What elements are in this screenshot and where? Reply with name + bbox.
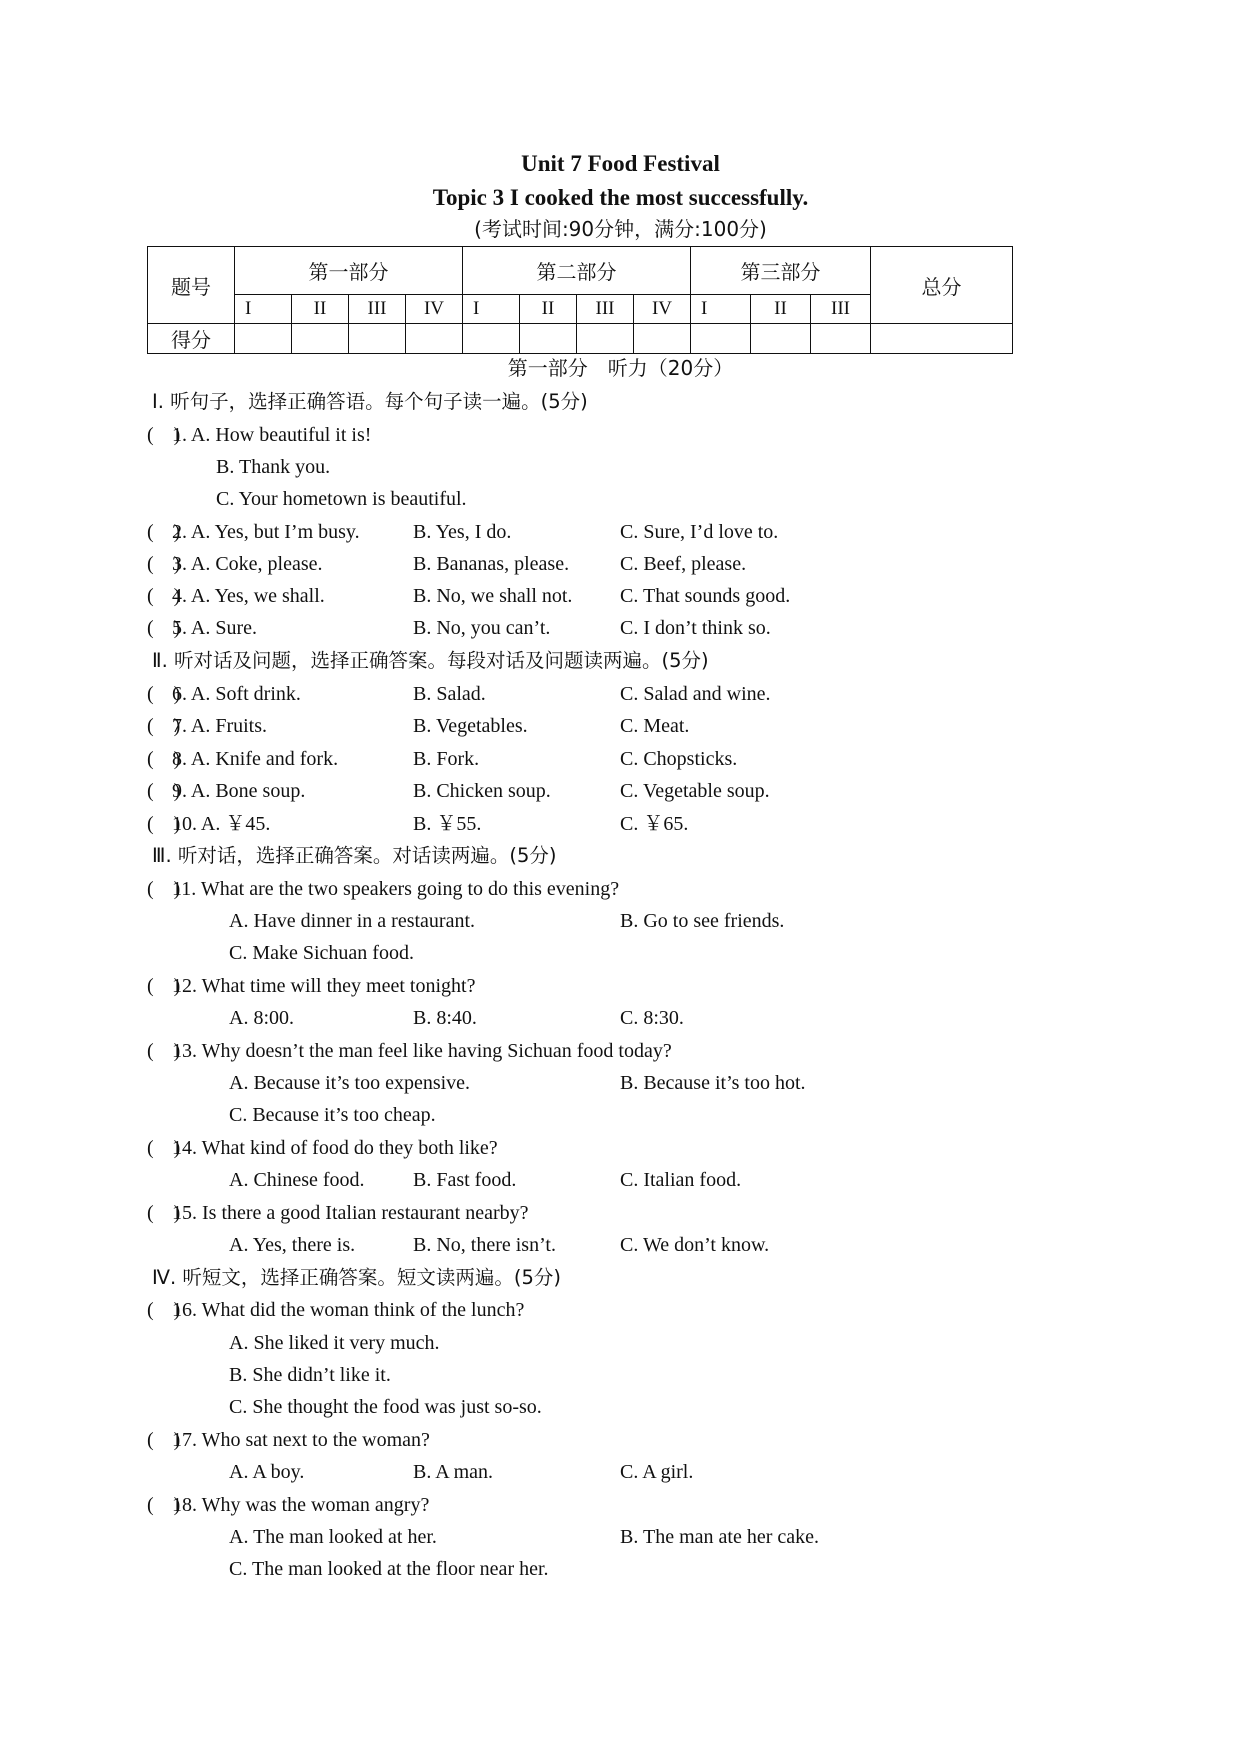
- option-c: C. Salad and wine.: [620, 683, 771, 705]
- answer-blank[interactable]: ( ): [147, 617, 181, 639]
- sub-header: II: [292, 295, 349, 324]
- section-3-heading: Ⅲ. 听对话，选择正确答案。对话读两遍。(5分): [152, 844, 557, 867]
- option-b: B. Go to see friends.: [620, 910, 785, 932]
- exam-info: (考试时间:90分钟，满分:100分): [474, 217, 767, 241]
- score-cell[interactable]: [463, 324, 520, 354]
- sub-header: II: [520, 295, 577, 324]
- part1-header: 第一部分: [235, 247, 463, 295]
- answer-blank[interactable]: ( ): [147, 683, 181, 705]
- sub-header: III: [811, 295, 871, 324]
- sub-header: I: [691, 295, 751, 324]
- answer-blank[interactable]: ( ): [147, 878, 181, 900]
- question-15: 15. Is there a good Italian restaurant nearby?: [172, 1202, 529, 1224]
- answer-blank[interactable]: ( ): [147, 813, 181, 835]
- option-a: A. Because it’s too expensive.: [229, 1072, 471, 1094]
- question-17: 17. Who sat next to the woman?: [172, 1429, 430, 1451]
- option-b: B. Vegetables.: [413, 715, 528, 737]
- question-7: 7. A. Fruits.: [172, 715, 268, 737]
- answer-blank[interactable]: ( ): [147, 780, 181, 802]
- answer-blank[interactable]: ( ): [147, 715, 181, 737]
- option-b: B. 8:40.: [413, 1007, 477, 1029]
- question-2: 2. A. Yes, but I’m busy.: [172, 521, 360, 543]
- score-cell[interactable]: [349, 324, 406, 354]
- option-c: C. She thought the food was just so-so.: [229, 1396, 542, 1418]
- option-b: B. ￥55.: [413, 813, 482, 835]
- option-b: B. Fast food.: [413, 1169, 517, 1191]
- option-b: B. No, you can’t.: [413, 617, 551, 639]
- answer-blank[interactable]: ( ): [147, 1137, 181, 1159]
- option-c: C. 8:30.: [620, 1007, 684, 1029]
- question-18: 18. Why was the woman angry?: [172, 1494, 430, 1516]
- question-4: 4. A. Yes, we shall.: [172, 585, 325, 607]
- question-6: 6. A. Soft drink.: [172, 683, 301, 705]
- option-a: A. She liked it very much.: [229, 1332, 440, 1354]
- score-cell[interactable]: [292, 324, 349, 354]
- score-cell[interactable]: [751, 324, 811, 354]
- question-14: 14. What kind of food do they both like?: [172, 1137, 498, 1159]
- option-b: B. Thank you.: [216, 456, 331, 478]
- question-1: 1. A. How beautiful it is!: [172, 424, 372, 446]
- option-c: C. Your hometown is beautiful.: [216, 488, 467, 510]
- option-c: C. We don’t know.: [620, 1234, 770, 1256]
- score-cell[interactable]: [520, 324, 577, 354]
- option-b: B. The man ate her cake.: [620, 1526, 819, 1548]
- option-c: C. ￥65.: [620, 813, 689, 835]
- option-c: C. Because it’s too cheap.: [229, 1104, 436, 1126]
- answer-blank[interactable]: ( ): [147, 1494, 181, 1516]
- answer-blank[interactable]: ( ): [147, 521, 181, 543]
- sub-header: I: [463, 295, 520, 324]
- score-cell[interactable]: [871, 324, 1013, 354]
- topic-title: Topic 3 I cooked the most successfully.: [432, 185, 809, 210]
- option-a: A. The man looked at her.: [229, 1526, 437, 1548]
- option-b: B. Chicken soup.: [413, 780, 551, 802]
- sub-header: III: [349, 295, 406, 324]
- question-12: 12. What time will they meet tonight?: [172, 975, 476, 997]
- question-3: 3. A. Coke, please.: [172, 553, 323, 575]
- option-c: C. Italian food.: [620, 1169, 742, 1191]
- option-c: C. That sounds good.: [620, 585, 791, 607]
- option-b: B. No, we shall not.: [413, 585, 573, 607]
- question-16: 16. What did the woman think of the lunch?: [172, 1299, 525, 1321]
- option-b: B. Yes, I do.: [413, 521, 512, 543]
- total-header: 总分: [871, 247, 1013, 324]
- sub-header: III: [577, 295, 634, 324]
- section-4-heading: Ⅳ. 听短文，选择正确答案。短文读两遍。(5分): [152, 1266, 562, 1289]
- option-b: B. Fork.: [413, 748, 480, 770]
- unit-title: Unit 7 Food Festival: [521, 151, 720, 176]
- score-cell[interactable]: [406, 324, 463, 354]
- section-2-heading: Ⅱ. 听对话及问题，选择正确答案。每段对话及问题读两遍。(5分): [152, 649, 709, 672]
- score-cell[interactable]: [634, 324, 691, 354]
- option-c: C. Make Sichuan food.: [229, 942, 414, 964]
- option-a: A. Chinese food.: [229, 1169, 365, 1191]
- option-b: B. Because it’s too hot.: [620, 1072, 806, 1094]
- option-b: B. Salad.: [413, 683, 486, 705]
- option-a: A. A boy.: [229, 1461, 305, 1483]
- question-13: 13. Why doesn’t the man feel like having Sichuan food today?: [172, 1040, 672, 1062]
- option-b: B. Bananas, please.: [413, 553, 570, 575]
- score-cell[interactable]: [577, 324, 634, 354]
- question-11: 11. What are the two speakers going to do this evening?: [172, 878, 620, 900]
- option-b: B. She didn’t like it.: [229, 1364, 391, 1386]
- sub-header: I: [235, 295, 292, 324]
- option-a: A. Have dinner in a restaurant.: [229, 910, 476, 932]
- option-c: C. Beef, please.: [620, 553, 747, 575]
- answer-blank[interactable]: ( ): [147, 1429, 181, 1451]
- score-cell[interactable]: [691, 324, 751, 354]
- question-9: 9. A. Bone soup.: [172, 780, 306, 802]
- score-cell[interactable]: [811, 324, 871, 354]
- option-c: C. Sure, I’d love to.: [620, 521, 779, 543]
- question-5: 5. A. Sure.: [172, 617, 257, 639]
- option-c: C. The man looked at the floor near her.: [229, 1558, 549, 1580]
- question-8: 8. A. Knife and fork.: [172, 748, 339, 770]
- option-b: B. No, there isn’t.: [413, 1234, 556, 1256]
- sub-header: IV: [406, 295, 463, 324]
- answer-blank[interactable]: ( ): [147, 1040, 181, 1062]
- option-c: C. Vegetable soup.: [620, 780, 770, 802]
- option-a: A. 8:00.: [229, 1007, 294, 1029]
- option-c: C. Meat.: [620, 715, 690, 737]
- option-b: B. A man.: [413, 1461, 494, 1483]
- option-c: C. I don’t think so.: [620, 617, 771, 639]
- answer-blank[interactable]: ( ): [147, 1299, 181, 1321]
- answer-blank[interactable]: ( ): [147, 748, 181, 770]
- part2-header: 第二部分: [463, 247, 691, 295]
- answer-blank[interactable]: ( ): [147, 975, 181, 997]
- part1-heading: 第一部分 听力（20分）: [507, 356, 734, 380]
- option-a: A. Yes, there is.: [229, 1234, 356, 1256]
- score-table: [147, 246, 1013, 354]
- question-10: 10. A. ￥45.: [172, 813, 271, 835]
- section-1-heading: Ⅰ. 听句子，选择正确答语。每个句子读一遍。(5分): [152, 390, 588, 413]
- score-row-label: 得分: [148, 324, 235, 354]
- option-c: C. A girl.: [620, 1461, 694, 1483]
- sub-header: IV: [634, 295, 691, 324]
- score-cell[interactable]: [235, 324, 292, 354]
- answer-blank[interactable]: ( ): [147, 553, 181, 575]
- answer-blank[interactable]: ( ): [147, 585, 181, 607]
- sub-header: II: [751, 295, 811, 324]
- answer-blank[interactable]: ( ): [147, 424, 181, 446]
- option-c: C. Chopsticks.: [620, 748, 738, 770]
- answer-blank[interactable]: ( ): [147, 1202, 181, 1224]
- part3-header: 第三部分: [691, 247, 871, 295]
- question-number-header: 题号: [148, 247, 235, 324]
